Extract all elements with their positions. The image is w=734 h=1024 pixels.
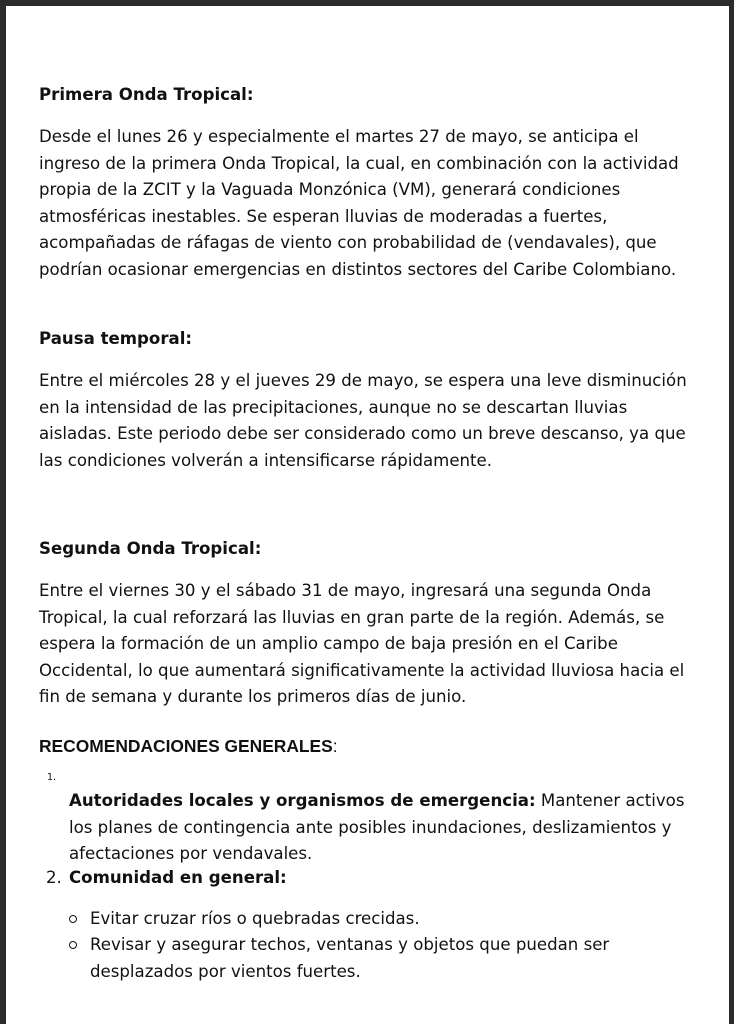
hollow-circle-bullet-icon: [69, 915, 77, 923]
paragraph-segunda-onda: Entre el viernes 30 y el sábado 31 de mayo, ingresará una segunda Onda Tropical, la cual reforzará las lluvias en gran parte de la región. Además, se espera la formación de un amplio campo de baja presión en el Caribe Occidental, lo que aumentará significativamente la actividad lluviosa hacia el fin de semana y durante los primeros días de junio.: [39, 581, 685, 706]
sub-list-item-text: Revisar y asegurar techos, ventanas y objetos que puedan ser desplazados por vientos fuertes.: [90, 935, 610, 981]
heading-segunda-onda: Segunda Onda Tropical:: [39, 539, 262, 558]
list-item-number: 1.: [47, 772, 57, 783]
recomendaciones-title: RECOMENDACIONES GENERALES: [39, 736, 333, 756]
list-item-comunidad: [69, 865, 709, 892]
sub-list-item-text: Evitar cruzar ríos o quebradas crecidas.: [90, 909, 420, 928]
heading-pausa-temporal: Pausa temporal:: [39, 329, 193, 348]
list-item-autoridades: [69, 788, 709, 868]
heading-primera-onda: Primera Onda Tropical:: [39, 85, 254, 104]
list-item-label: Autoridades locales y organismos de emergencia:: [69, 791, 536, 810]
hollow-circle-bullet-icon: [69, 941, 77, 949]
list-item-number: 2.: [46, 868, 62, 887]
document-page: [6, 6, 729, 1024]
paragraph-primera-onda: Desde el lunes 26 y especialmente el martes 27 de mayo, se anticipa el ingreso de la primera Onda Tropical, la cual, en combinación con la actividad propia de la ZCIT y la Vaguada Monzónica (VM), generará condiciones atmosféricas inestables. Se esperan lluvias de moderadas a fuertes, acompañadas de ráfagas de viento con probabilidad de (vendavales), que podrían ocasionar emergencias en distintos sectores del Caribe Colombiano.: [39, 127, 679, 279]
list-item-text: Mantener activos los planes de contingencia ante posibles inundaciones, deslizamientos y afectaciones por vendavales.: [69, 791, 685, 863]
paragraph-pausa-temporal: Entre el miércoles 28 y el jueves 29 de mayo, se espera una leve disminución en la intensidad de las precipitaciones, aunque no se descartan lluvias aisladas. Este periodo debe ser considerado como un breve descanso, ya que las condiciones volverán a intensificarse rápidamente.: [39, 371, 687, 470]
recomendaciones-colon: :: [332, 736, 338, 756]
heading-recomendaciones: [39, 735, 338, 757]
list-item-label: Comunidad en general:: [69, 868, 287, 887]
